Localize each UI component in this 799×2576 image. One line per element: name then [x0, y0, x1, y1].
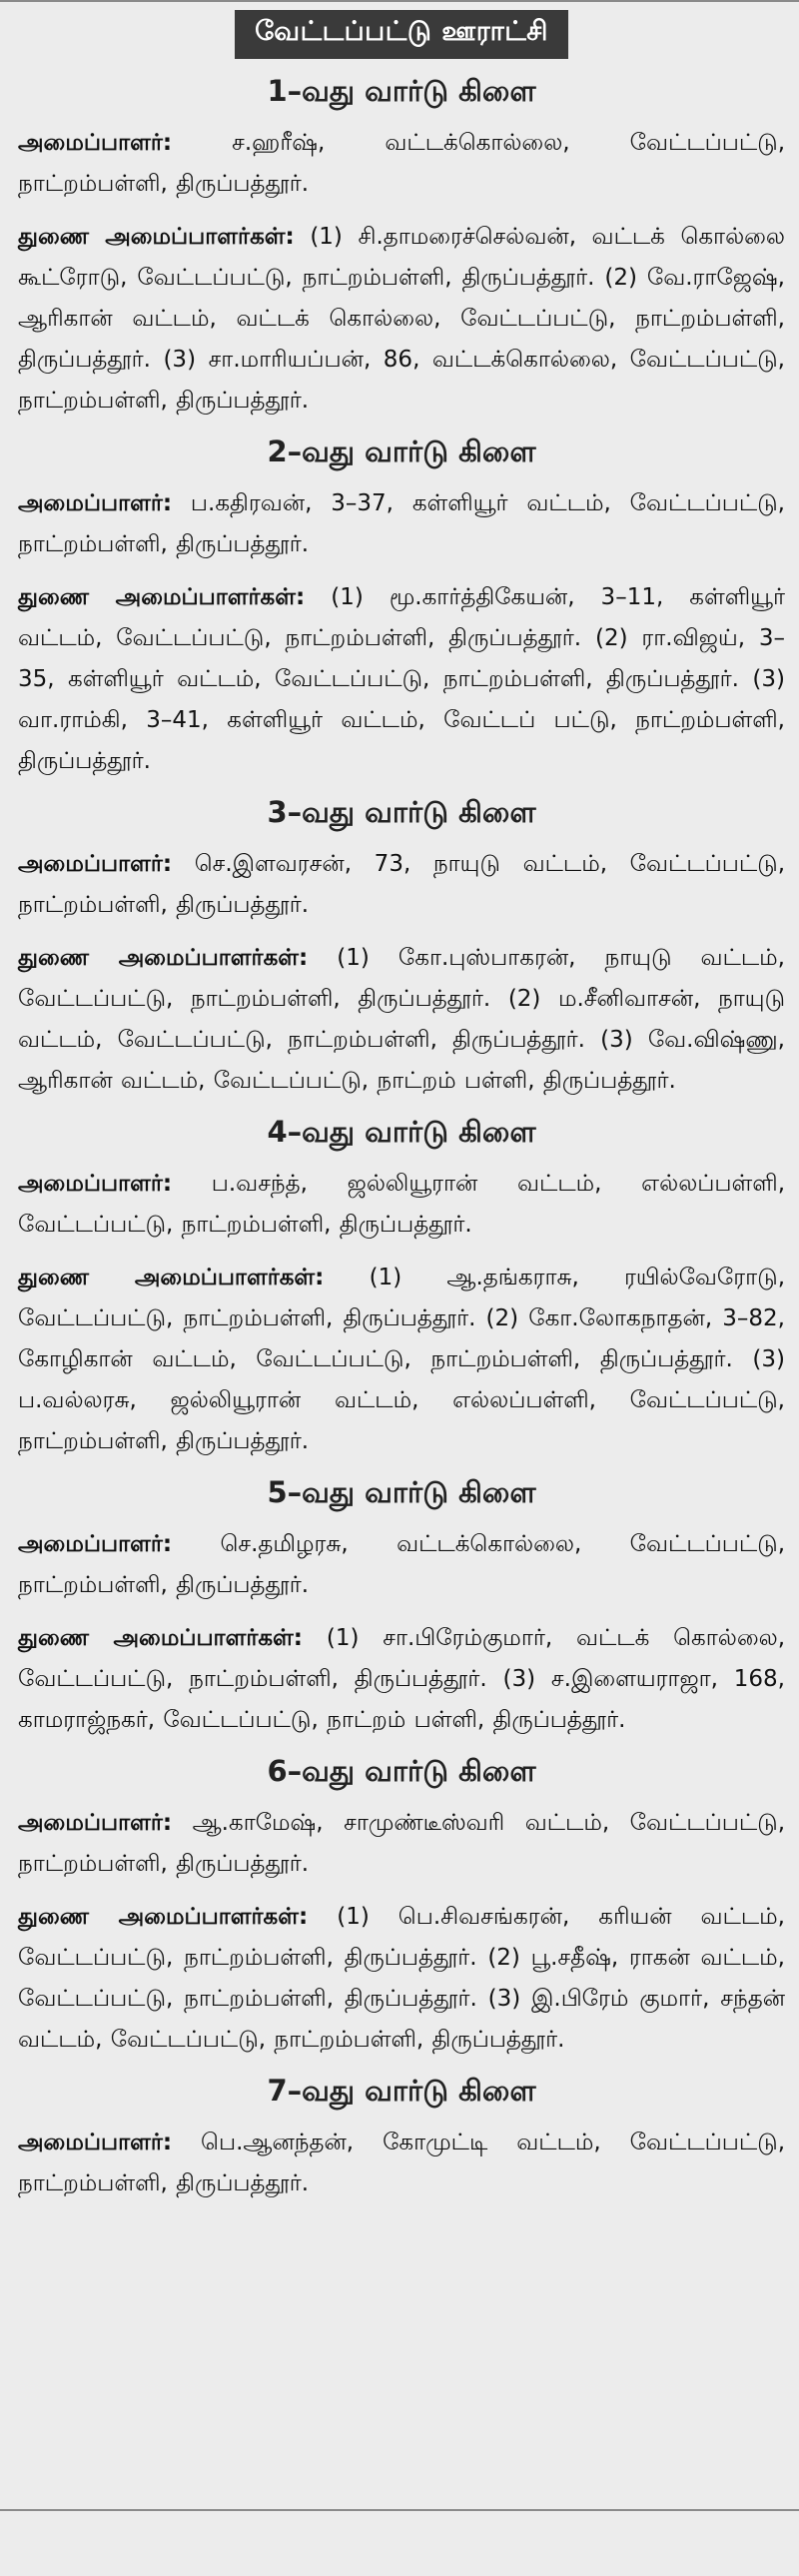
organizer-paragraph [18, 1524, 785, 1606]
ward-section-6 [18, 1753, 785, 2061]
organizer-text: ச.ஹரீஷ், வட்டக்கொல்லை, வேட்டப்பட்டு, நாட்றம்பள்ளி, திருப்பத்தூர். [18, 130, 786, 197]
organizer-text: செ.இளவரசன், 73, நாயுடு வட்டம், வேட்டப்பட்டு, நாட்றம்பள்ளி, திருப்பத்தூர். [18, 851, 786, 918]
deputy-paragraph [18, 577, 785, 782]
deputy-paragraph [18, 1897, 785, 2061]
ward-section-3 [18, 794, 785, 1102]
ward-section-4 [18, 1114, 785, 1462]
deputy-label: துணை அமைப்பாளர்கள்: [18, 1625, 304, 1651]
ward-section-7 [18, 2073, 785, 2204]
panchayat-title: வேட்டப்பட்டு ஊராட்சி [235, 10, 568, 59]
organizer-text: ப.கதிரவன், 3–37, கள்ளியூர் வட்டம், வேட்டப்பட்டு, நாட்றம்பள்ளி, திருப்பத்தூர். [18, 490, 785, 557]
organizer-paragraph [18, 1803, 785, 1885]
deputy-text: (1) ஆ.தங்கராசு, ரயில்வேரோடு, வேட்டப்பட்டு, நாட்றம்பள்ளி, திருப்பத்தூர். (2) கோ.லோகநாதன், 3–82, கோழிகான் வட்டம், வேட்டப்பட்டு, நாட்றம்பள்ளி, திருப்பத்தூர். (3) ப.வல்லரசு, ஜல்லியூரான் வட்டம், எல்லப்பள்ளி, வேட்டப்பட்டு, நாட்றம்பள்ளி, திருப்பத்தூர். [18, 1265, 786, 1454]
ward-section-1 [18, 73, 785, 422]
ward-title: 5–வது வார்டு கிளை [267, 1475, 536, 1509]
organizer-paragraph [18, 123, 785, 205]
organizer-text: செ.தமிழரசு, வட்டக்கொல்லை, வேட்டப்பட்டு, நாட்றம்பள்ளி, திருப்பத்தூர். [18, 1531, 786, 1598]
organizer-text: ப.வசந்த், ஜல்லியூரான் வட்டம், எல்லப்பள்ளி, வேட்டப்பட்டு, நாட்றம்பள்ளி, திருப்பத்தூர். [18, 1171, 786, 1238]
header [18, 10, 785, 59]
deputy-label: துணை அமைப்பாளர்கள்: [18, 224, 295, 250]
organizer-label: அமைப்பாளர்: [18, 130, 173, 156]
ward-title: 4–வது வார்டு கிளை [267, 1115, 536, 1149]
ward-title: 1–வது வார்டு கிளை [267, 74, 536, 108]
deputy-paragraph [18, 938, 785, 1102]
organizer-label: அமைப்பாளர்: [18, 1810, 173, 1836]
deputy-text: (1) கோ.புஸ்பாகரன், நாயுடு வட்டம், வேட்டப்பட்டு, நாட்றம்பள்ளி, திருப்பத்தூர். (2) ம.சீனிவாசன், நாயுடு வட்டம், வேட்டப்பட்டு, நாட்றம்பள்ளி, திருப்பத்தூர். (3) வே.விஷ்ணு, ஆரிகான் வட்டம், வேட்டப்பட்டு, நாட்றம் பள்ளி, திருப்பத்தூர். [18, 945, 785, 1094]
organizer-paragraph [18, 1164, 785, 1246]
organizer-label: அமைப்பாளர்: [18, 2130, 173, 2155]
deputy-paragraph [18, 217, 785, 422]
deputy-label: துணை அமைப்பாளர்கள்: [18, 1265, 325, 1290]
ward-section-2 [18, 433, 785, 782]
deputy-label: துணை அமைப்பாளர்கள்: [18, 945, 309, 971]
ward-title: 6–வது வார்டு கிளை [267, 1754, 536, 1788]
deputy-text: (1) மூ.கார்த்திகேயன், 3–11, கள்ளியூர் வட்டம், வேட்டப்பட்டு, நாட்றம்பள்ளி, திருப்பத்தூர். (2) ரா.விஜய், 3–35, கள்ளியூர் வட்டம், வேட்டப்பட்டு, நாட்றம்பள்ளி, திருப்பத்தூர். (3) வா.ராம்கி, 3–41, கள்ளியூர் வட்டம், வேட்டப் பட்டு, நாட்றம்பள்ளி, திருப்பத்தூர். [18, 584, 785, 774]
organizer-label: அமைப்பாளர்: [18, 851, 173, 877]
ward-title: 3–வது வார்டு கிளை [267, 795, 536, 829]
organizer-paragraph [18, 844, 785, 926]
ward-section-5 [18, 1474, 785, 1741]
deputy-text: (1) சா.பிரேம்குமார், வட்டக் கொல்லை, வேட்டப்பட்டு, நாட்றம்பள்ளி, திருப்பத்தூர். (3) ச.இளையராஜா, 168, காமராஜ்நகர், வேட்டப்பட்டு, நாட்றம் பள்ளி, திருப்பத்தூர். [18, 1625, 786, 1733]
deputy-text: (1) சி.தாமரைச்செல்வன், வட்டக் கொல்லை கூட்ரோடு, வேட்டப்பட்டு, நாட்றம்பள்ளி, திருப்பத்தூர். (2) வே.ராஜேஷ், ஆரிகான் வட்டம், வட்டக் கொல்லை, வேட்டப்பட்டு, நாட்றம்பள்ளி, திருப்பத்தூர். (3) சா.மாரியப்பன், 86, வட்டக்கொல்லை, வேட்டப்பட்டு, நாட்றம்பள்ளி, திருப்பத்தூர். [18, 224, 786, 414]
organizer-label: அமைப்பாளர்: [18, 490, 173, 516]
organizer-paragraph [18, 483, 785, 565]
deputy-text: (1) பெ.சிவசங்கரன், கரியன் வட்டம், வேட்டப்பட்டு, நாட்றம்பள்ளி, திருப்பத்தூர். (2) பூ.சதீஷ், ராகன் வட்டம், வேட்டப்பட்டு, நாட்றம்பள்ளி, திருப்பத்தூர். (3) இ.பிரேம் குமார், சந்தன் வட்டம், வேட்டப்பட்டு, நாட்றம்பள்ளி, திருப்பத்தூர். [18, 1904, 785, 2053]
ward-title: 2–வது வார்டு கிளை [267, 434, 536, 468]
bottom-rule [0, 2509, 799, 2511]
top-rule [0, 0, 799, 2]
organizer-text: ஆ.காமேஷ், சாமுண்டீஸ்வரி வட்டம், வேட்டப்பட்டு, நாட்றம்பள்ளி, திருப்பத்தூர். [18, 1810, 786, 1877]
deputy-label: துணை அமைப்பாளர்கள்: [18, 584, 306, 610]
deputy-paragraph [18, 1258, 785, 1462]
ward-title: 7–வது வார்டு கிளை [267, 2074, 536, 2108]
organizer-label: அமைப்பாளர்: [18, 1531, 173, 1557]
organizer-label: அமைப்பாளர்: [18, 1171, 173, 1197]
deputy-label: துணை அமைப்பாளர்கள்: [18, 1904, 309, 1930]
deputy-paragraph [18, 1618, 785, 1741]
organizer-text: பெ.ஆனந்தன், கோமுட்டி வட்டம், வேட்டப்பட்டு, நாட்றம்பள்ளி, திருப்பத்தூர். [18, 2130, 786, 2196]
organizer-paragraph [18, 2123, 785, 2204]
